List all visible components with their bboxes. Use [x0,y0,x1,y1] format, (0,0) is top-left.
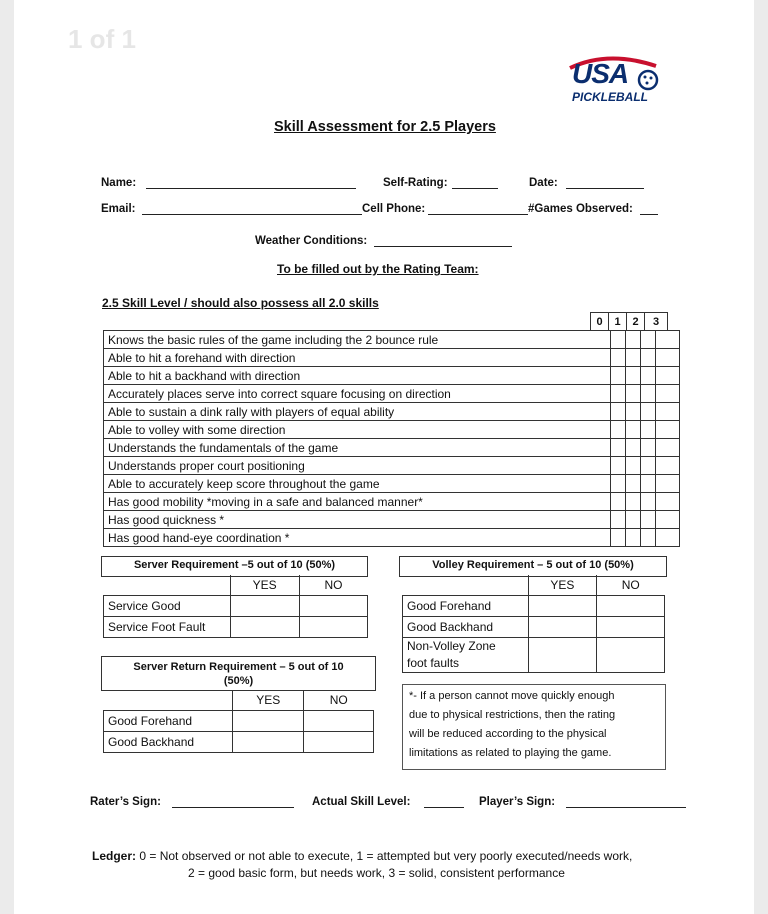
score-cell-0[interactable] [611,367,626,385]
server-yes-cell[interactable] [230,617,299,638]
score-cell-2[interactable] [640,439,655,457]
server-yes-header: YES [230,575,299,596]
score-cell-1[interactable] [625,403,640,421]
return-title-line2: (50%) [223,675,254,687]
self-rating-field[interactable] [452,177,498,189]
table-row [104,349,680,367]
table-row [104,385,680,403]
table-row [104,331,680,349]
skill-label: Understands the fundamentals of the game [104,439,611,457]
table-row [403,617,665,638]
ledger-label: Ledger: [92,849,137,863]
server-row-label: Service Foot Fault [104,617,231,638]
skill-label: Able to accurately keep score throughout the game [104,475,611,493]
volley-title: Volley Requirement – 5 out of 10 (50%) [432,559,634,571]
score-cell-2[interactable] [640,421,655,439]
skill-label: Able to sustain a dink rally with players of equal ability [104,403,611,421]
score-cell-1[interactable] [625,349,640,367]
logo-usa-text: USA [572,58,629,89]
score-cell-0[interactable] [611,511,626,529]
score-cell-0[interactable] [611,403,626,421]
skill-label: Understands proper court positioning [104,457,611,475]
table-row [104,421,680,439]
score-cell-0[interactable] [611,439,626,457]
return-yes-cell[interactable] [233,732,304,753]
score-cell-0[interactable] [611,457,626,475]
score-cell-0[interactable] [611,475,626,493]
volley-yes-cell[interactable] [528,617,596,638]
skill-label: Able to hit a backhand with direction [104,367,611,385]
cell-phone-label: Cell Phone: [362,203,426,215]
score-cell-0[interactable] [611,331,626,349]
volley-row-label: Good Forehand [403,596,529,617]
score-cell-3[interactable] [655,331,679,349]
self-rating-label: Self-Rating: [383,177,448,189]
return-no-cell[interactable] [303,711,373,732]
score-cell-2[interactable] [640,349,655,367]
volley-yes-cell[interactable] [528,638,596,673]
rater-sign-label: Rater’s Sign: [90,796,161,808]
return-yes-header: YES [233,690,304,711]
score-cell-2[interactable] [640,493,655,511]
return-row-label: Good Backhand [104,732,233,753]
table-row [403,638,665,673]
table-row [104,367,680,385]
score-cell-3[interactable] [655,457,679,475]
name-label: Name: [101,177,137,189]
skill-label: Accurately places serve into correct square focusing on direction [104,385,611,403]
actual-skill-field[interactable] [424,796,464,808]
usa-pickleball-logo [568,56,668,112]
server-no-cell[interactable] [299,596,367,617]
actual-skill-label: Actual Skill Level: [312,796,411,808]
player-sign-field[interactable] [566,796,686,808]
table-row [403,596,665,617]
cell-phone-field[interactable] [428,203,528,215]
name-field[interactable] [146,177,356,189]
score-cell-2[interactable] [640,367,655,385]
footnote-line: due to physical restrictions, then the rating [409,709,616,721]
games-observed-label: #Games Observed: [528,203,633,215]
score-cell-1[interactable] [625,385,640,403]
games-observed-field[interactable] [640,203,658,215]
skill-section-title: 2.5 Skill Level / should also possess all 2.0 skills [102,296,379,310]
volley-no-cell[interactable] [597,617,665,638]
skill-label: Has good quickness * [104,511,611,529]
score-cell-1[interactable] [625,493,640,511]
skill-label: Able to hit a forehand with direction [104,349,611,367]
score-cell-2[interactable] [640,457,655,475]
player-sign-label: Player’s Sign: [479,796,556,808]
score-header-1: 1 [609,313,627,331]
ledger-text-1: 0 = Not observed or not able to execute, 1 = attempted but very poorly executed/needs work, [139,849,633,863]
score-cell-1[interactable] [625,529,640,547]
score-cell-0[interactable] [611,421,626,439]
volley-no-header: NO [597,575,665,596]
form-title: Skill Assessment for 2.5 Players [274,119,496,135]
server-yes-cell[interactable] [230,596,299,617]
score-cell-2[interactable] [640,403,655,421]
table-row [104,403,680,421]
volley-table [402,575,665,673]
score-cell-2[interactable] [640,385,655,403]
skill-label: Has good hand-eye coordination * [104,529,611,547]
server-table [103,575,368,638]
score-cell-1[interactable] [625,511,640,529]
score-cell-2[interactable] [640,511,655,529]
score-cell-3[interactable] [655,511,679,529]
date-label: Date: [529,177,558,189]
table-row [104,596,368,617]
table-row [104,711,374,732]
rater-sign-field[interactable] [172,796,294,808]
score-cell-0[interactable] [611,385,626,403]
score-cell-2[interactable] [640,331,655,349]
score-cell-3[interactable] [655,367,679,385]
return-no-cell[interactable] [303,732,373,753]
weather-label: Weather Conditions: [255,235,368,247]
volley-row-label: Non-Volley Zone foot faults [403,638,529,673]
ledger-line-1 [92,849,632,863]
table-row [104,493,680,511]
score-cell-3[interactable] [655,493,679,511]
skills-table [103,330,680,547]
return-row-label: Good Forehand [104,711,233,732]
score-cell-3[interactable] [655,421,679,439]
score-cell-3[interactable] [655,385,679,403]
score-cell-3[interactable] [655,475,679,493]
logo-pickleball-text: PICKLEBALL [572,90,648,104]
score-cell-1[interactable] [625,421,640,439]
score-cell-1[interactable] [625,367,640,385]
table-row [104,732,374,753]
email-field[interactable] [142,203,362,215]
score-cell-0[interactable] [611,349,626,367]
footnote-line: *- If a person cannot move quickly enough [409,690,615,702]
skill-label: Able to volley with some direction [104,421,611,439]
table-row [104,475,680,493]
score-header-3: 3 [645,313,668,331]
server-title: Server Requirement –5 out of 10 (50%) [133,559,336,571]
volley-yes-header: YES [528,575,596,596]
footnote-line: limitations as related to playing the game. [409,747,612,759]
score-cell-2[interactable] [640,529,655,547]
score-cell-3[interactable] [655,439,679,457]
skill-label: Knows the basic rules of the game including the 2 bounce rule [104,331,611,349]
score-cell-3[interactable] [655,349,679,367]
score-cell-3[interactable] [655,529,679,547]
server-no-header: NO [299,575,367,596]
table-row [104,457,680,475]
table-row [104,439,680,457]
score-header [590,312,668,331]
score-cell-0[interactable] [611,493,626,511]
return-title-line1: Server Return Requirement – 5 out of 10 [133,661,344,673]
return-no-header: NO [303,690,373,711]
score-header-0: 0 [591,313,609,331]
score-header-2: 2 [627,313,645,331]
table-row [104,617,368,638]
score-cell-0[interactable] [611,529,626,547]
volley-no-cell[interactable] [597,596,665,617]
score-cell-1[interactable] [625,475,640,493]
footnote-box [402,684,666,770]
volley-yes-cell[interactable] [528,596,596,617]
volley-no-cell[interactable] [597,638,665,673]
skill-label: Has good mobility *moving in a safe and balanced manner* [104,493,611,511]
ledger-text-2: 2 = good basic form, but needs work, 3 = solid, consistent performance [188,866,565,880]
score-cell-1[interactable] [625,457,640,475]
score-cell-2[interactable] [640,475,655,493]
footnote-line: will be reduced according to the physical [409,728,607,740]
return-table [103,690,374,753]
server-row-label: Service Good [104,596,231,617]
return-title [101,660,376,688]
rating-team-note: To be filled out by the Rating Team: [277,262,479,276]
page-indicator: 1 of 1 [68,24,136,54]
score-cell-1[interactable] [625,331,640,349]
score-cell-3[interactable] [655,403,679,421]
email-label: Email: [101,203,136,215]
table-row [104,511,680,529]
return-yes-cell[interactable] [233,711,304,732]
volley-row-label: Good Backhand [403,617,529,638]
table-row [104,529,680,547]
score-cell-1[interactable] [625,439,640,457]
server-no-cell[interactable] [299,617,367,638]
weather-field[interactable] [374,235,512,247]
date-field[interactable] [566,177,644,189]
